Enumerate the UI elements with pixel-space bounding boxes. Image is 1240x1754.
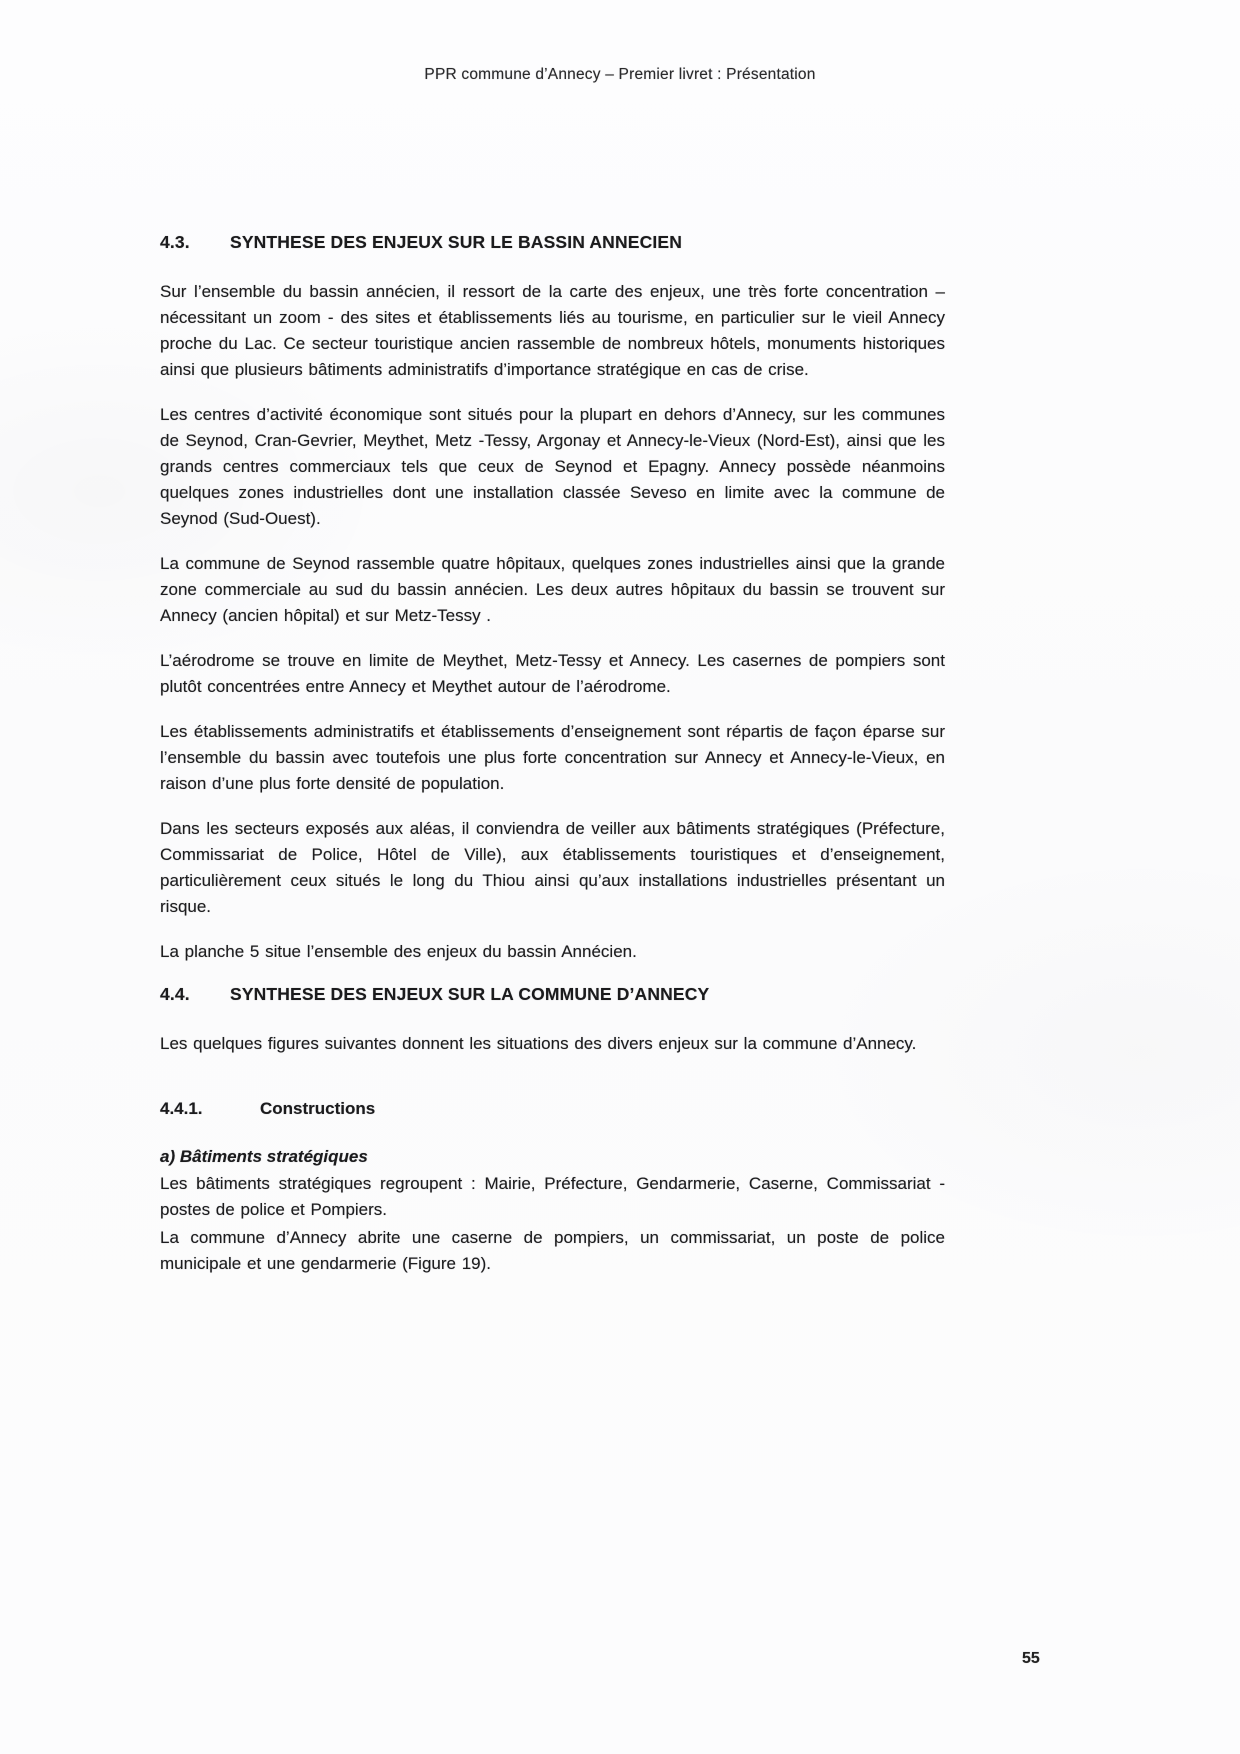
paragraph: La commune d’Annecy abrite une caserne de pompiers, un commissariat, un poste de police municipale et une gendarmerie (Figure 19). (160, 1228, 945, 1273)
section-4-4-1-heading (160, 1099, 945, 1119)
paragraph: La commune de Seynod rassemble quatre hôpitaux, quelques zones industrielles ainsi que la grande zone commerciale au sud du bassin annécien. Les deux autres hôpitaux du bassin se trouvent sur Annecy (ancien hôpital) et sur Metz-Tessy . (160, 554, 945, 625)
section-title: SYNTHESE DES ENJEUX SUR LA COMMUNE D’ANNECY (230, 984, 710, 1004)
paragraph: Les centres d’activité économique sont situés pour la plupart en dehors d’Annecy, sur les communes de Seynod, Cran-Gevrier, Meythet, Metz -Tessy, Argonay et Annecy-le-Vieux (Nord-Est), ainsi que les grands centres commerciaux tels que ceux de Seynod et Epagny. Annecy possède néanmoins quelques zones industrielles dont une installation classée Seveso en limite avec la commune de Seynod (Sud-Ouest). (160, 405, 945, 528)
paragraph: Sur l’ensemble du bassin annécien, il ressort de la carte des enjeux, une très forte concentration – nécessitant un zoom - des sites et établissements liés au tourisme, en particulier sur le vieil Annecy proche du Lac. Ce secteur touristique ancien rassemble de nombreux hôtels, monuments historiques ainsi que plusieurs bâtiments administratifs d’importance stratégique en cas de crise. (160, 282, 945, 379)
section-number: 4.3. (160, 232, 190, 252)
paragraph: Les établissements administratifs et établissements d’enseignement sont répartis de façon éparse sur l’ensemble du bassin avec toutefois une plus forte concentration sur Annecy et Annecy-le-Vieux, en raison d’une plus forte densité de population. (160, 722, 945, 793)
section-title: Constructions (260, 1099, 376, 1118)
page-content (160, 232, 945, 1277)
section-4-4-heading (160, 984, 945, 1005)
section-number: 4.4. (160, 984, 190, 1004)
paragraph: L’aérodrome se trouve en limite de Meythet, Metz-Tessy et Annecy. Les casernes de pompiers sont plutôt concentrées entre Annecy et Meythet autour de l’aérodrome. (160, 651, 945, 696)
running-header: PPR commune d’Annecy – Premier livret : Présentation (424, 66, 816, 83)
subsection-a-heading: a) Bâtiments stratégiques (160, 1147, 368, 1166)
paragraph: Les bâtiments stratégiques regroupent : Mairie, Préfecture, Gendarmerie, Caserne, Commissariat - postes de police et Pompiers. (160, 1174, 945, 1219)
paragraph: La planche 5 situe l’ensemble des enjeux du bassin Annécien. (160, 942, 637, 961)
paragraph: Les quelques figures suivantes donnent les situations des divers enjeux sur la commune d’Annecy. (160, 1034, 917, 1053)
section-title: SYNTHESE DES ENJEUX SUR LE BASSIN ANNECIEN (230, 232, 682, 252)
section-number: 4.4.1. (160, 1099, 203, 1118)
page-number: 55 (1022, 1650, 1040, 1667)
paragraph: Dans les secteurs exposés aux aléas, il conviendra de veiller aux bâtiments stratégiques (Préfecture, Commissariat de Police, Hôtel de Ville), aux établissements touristiques et d’enseignement, particulièrement ceux situés le long du Thiou ainsi qu’aux installations industrielles présentant un risque. (160, 819, 945, 916)
section-4-3-heading (160, 232, 945, 253)
